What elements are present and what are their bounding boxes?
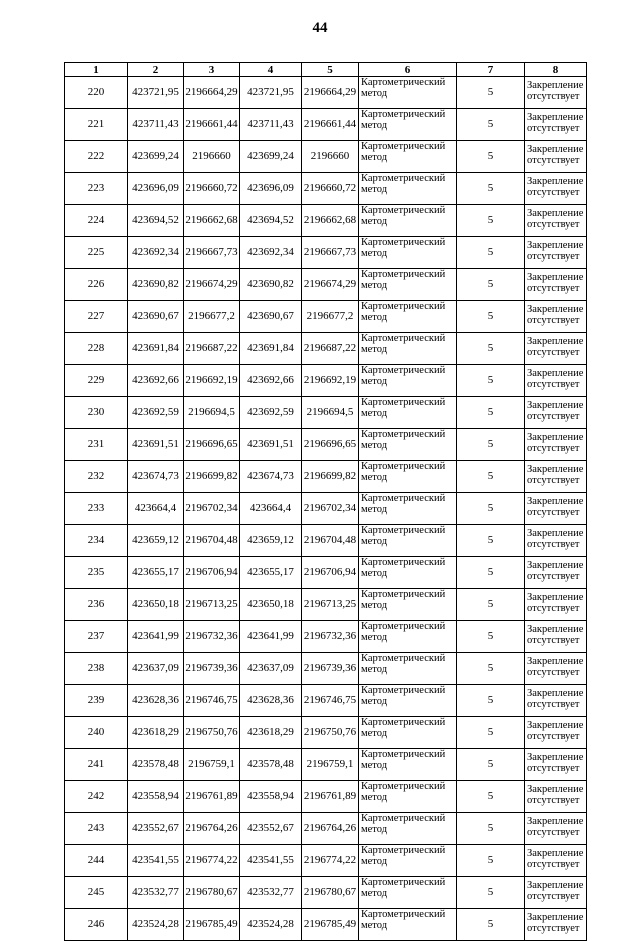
- point-number-cell: 242: [65, 781, 128, 813]
- x-coordinate-cell: 423690,67: [128, 301, 184, 333]
- accuracy-cell: 5: [457, 301, 525, 333]
- point-number-cell: 222: [65, 141, 128, 173]
- accuracy-cell: 5: [457, 77, 525, 109]
- x-coordinate-repeat-cell: 423637,09: [240, 653, 302, 685]
- y-coordinate-repeat-cell: 2196662,68: [302, 205, 359, 237]
- x-coordinate-repeat-cell: 423664,4: [240, 493, 302, 525]
- x-coordinate-repeat-cell: 423699,24: [240, 141, 302, 173]
- x-coordinate-cell: 423552,67: [128, 813, 184, 845]
- accuracy-cell: 5: [457, 877, 525, 909]
- table-row: [65, 429, 587, 461]
- accuracy-cell: 5: [457, 653, 525, 685]
- column-header: 8: [525, 63, 587, 77]
- x-coordinate-cell: 423524,28: [128, 909, 184, 941]
- x-coordinate-cell: 423558,94: [128, 781, 184, 813]
- table-row: [65, 77, 587, 109]
- x-coordinate-cell: 423532,77: [128, 877, 184, 909]
- page-number: 44: [312, 20, 328, 36]
- accuracy-cell: 5: [457, 557, 525, 589]
- y-coordinate-cell: 2196704,48: [184, 525, 240, 557]
- status-cell: Закрепление отсутствует: [525, 461, 587, 493]
- status-cell: Закрепление отсутствует: [525, 525, 587, 557]
- method-cell: Картометрический метод: [359, 461, 457, 493]
- y-coordinate-cell: 2196706,94: [184, 557, 240, 589]
- point-number-cell: 226: [65, 269, 128, 301]
- y-coordinate-cell: 2196662,68: [184, 205, 240, 237]
- x-coordinate-repeat-cell: 423674,73: [240, 461, 302, 493]
- point-number-cell: 230: [65, 397, 128, 429]
- y-coordinate-cell: 2196702,34: [184, 493, 240, 525]
- y-coordinate-cell: 2196764,26: [184, 813, 240, 845]
- accuracy-cell: 5: [457, 845, 525, 877]
- y-coordinate-repeat-cell: 2196660: [302, 141, 359, 173]
- y-coordinate-cell: 2196660: [184, 141, 240, 173]
- method-cell: Картометрический метод: [359, 237, 457, 269]
- x-coordinate-repeat-cell: 423655,17: [240, 557, 302, 589]
- column-header: 4: [240, 63, 302, 77]
- x-coordinate-repeat-cell: 423552,67: [240, 813, 302, 845]
- x-coordinate-repeat-cell: 423711,43: [240, 109, 302, 141]
- status-cell: Закрепление отсутствует: [525, 109, 587, 141]
- method-cell: Картометрический метод: [359, 589, 457, 621]
- method-cell: Картометрический метод: [359, 429, 457, 461]
- y-coordinate-repeat-cell: 2196759,1: [302, 749, 359, 781]
- accuracy-cell: 5: [457, 109, 525, 141]
- table-row: [65, 397, 587, 429]
- table-row: [65, 301, 587, 333]
- table-row: [65, 621, 587, 653]
- table-row: [65, 461, 587, 493]
- x-coordinate-repeat-cell: 423696,09: [240, 173, 302, 205]
- x-coordinate-repeat-cell: 423578,48: [240, 749, 302, 781]
- status-cell: Закрепление отсутствует: [525, 205, 587, 237]
- x-coordinate-cell: 423578,48: [128, 749, 184, 781]
- status-cell: Закрепление отсутствует: [525, 685, 587, 717]
- method-cell: Картометрический метод: [359, 109, 457, 141]
- method-cell: Картометрический метод: [359, 77, 457, 109]
- x-coordinate-repeat-cell: 423690,67: [240, 301, 302, 333]
- x-coordinate-cell: 423637,09: [128, 653, 184, 685]
- x-coordinate-cell: 423628,36: [128, 685, 184, 717]
- method-cell: Картометрический метод: [359, 301, 457, 333]
- status-cell: Закрепление отсутствует: [525, 813, 587, 845]
- x-coordinate-cell: 423691,51: [128, 429, 184, 461]
- table-row: [65, 525, 587, 557]
- method-cell: Картометрический метод: [359, 141, 457, 173]
- y-coordinate-repeat-cell: 2196692,19: [302, 365, 359, 397]
- method-cell: Картометрический метод: [359, 909, 457, 941]
- table-row: [65, 877, 587, 909]
- y-coordinate-cell: 2196667,73: [184, 237, 240, 269]
- method-cell: Картометрический метод: [359, 877, 457, 909]
- status-cell: Закрепление отсутствует: [525, 301, 587, 333]
- x-coordinate-repeat-cell: 423690,82: [240, 269, 302, 301]
- y-coordinate-cell: 2196732,36: [184, 621, 240, 653]
- table-row: [65, 205, 587, 237]
- y-coordinate-repeat-cell: 2196780,67: [302, 877, 359, 909]
- y-coordinate-cell: 2196674,29: [184, 269, 240, 301]
- method-cell: Картометрический метод: [359, 621, 457, 653]
- x-coordinate-cell: 423721,95: [128, 77, 184, 109]
- accuracy-cell: 5: [457, 717, 525, 749]
- status-cell: Закрепление отсутствует: [525, 557, 587, 589]
- point-number-cell: 235: [65, 557, 128, 589]
- point-number-cell: 237: [65, 621, 128, 653]
- table-row: [65, 781, 587, 813]
- x-coordinate-repeat-cell: 423721,95: [240, 77, 302, 109]
- status-cell: Закрепление отсутствует: [525, 589, 587, 621]
- accuracy-cell: 5: [457, 749, 525, 781]
- x-coordinate-repeat-cell: 423650,18: [240, 589, 302, 621]
- table-row: [65, 589, 587, 621]
- x-coordinate-repeat-cell: 423641,99: [240, 621, 302, 653]
- y-coordinate-repeat-cell: 2196699,82: [302, 461, 359, 493]
- accuracy-cell: 5: [457, 525, 525, 557]
- accuracy-cell: 5: [457, 461, 525, 493]
- x-coordinate-cell: 423699,24: [128, 141, 184, 173]
- method-cell: Картометрический метод: [359, 653, 457, 685]
- table-row: [65, 749, 587, 781]
- y-coordinate-repeat-cell: 2196694,5: [302, 397, 359, 429]
- accuracy-cell: 5: [457, 493, 525, 525]
- method-cell: Картометрический метод: [359, 557, 457, 589]
- accuracy-cell: 5: [457, 141, 525, 173]
- x-coordinate-repeat-cell: 423691,84: [240, 333, 302, 365]
- y-coordinate-repeat-cell: 2196739,36: [302, 653, 359, 685]
- point-number-cell: 239: [65, 685, 128, 717]
- table-row: [65, 237, 587, 269]
- x-coordinate-cell: 423690,82: [128, 269, 184, 301]
- table-row: [65, 493, 587, 525]
- y-coordinate-cell: 2196687,22: [184, 333, 240, 365]
- accuracy-cell: 5: [457, 365, 525, 397]
- point-number-cell: 220: [65, 77, 128, 109]
- method-cell: Картометрический метод: [359, 173, 457, 205]
- point-number-cell: 229: [65, 365, 128, 397]
- y-coordinate-repeat-cell: 2196746,75: [302, 685, 359, 717]
- table-row: [65, 269, 587, 301]
- status-cell: Закрепление отсутствует: [525, 717, 587, 749]
- accuracy-cell: 5: [457, 685, 525, 717]
- y-coordinate-repeat-cell: 2196750,76: [302, 717, 359, 749]
- y-coordinate-repeat-cell: 2196687,22: [302, 333, 359, 365]
- x-coordinate-cell: 423694,52: [128, 205, 184, 237]
- point-number-cell: 243: [65, 813, 128, 845]
- point-number-cell: 233: [65, 493, 128, 525]
- accuracy-cell: 5: [457, 237, 525, 269]
- x-coordinate-repeat-cell: 423628,36: [240, 685, 302, 717]
- x-coordinate-repeat-cell: 423694,52: [240, 205, 302, 237]
- status-cell: Закрепление отсутствует: [525, 621, 587, 653]
- header-row: [65, 63, 587, 77]
- x-coordinate-cell: 423711,43: [128, 109, 184, 141]
- table-row: [65, 813, 587, 845]
- x-coordinate-repeat-cell: 423659,12: [240, 525, 302, 557]
- point-number-cell: 234: [65, 525, 128, 557]
- y-coordinate-repeat-cell: 2196664,29: [302, 77, 359, 109]
- table-row: [65, 909, 587, 941]
- x-coordinate-cell: 423674,73: [128, 461, 184, 493]
- y-coordinate-repeat-cell: 2196785,49: [302, 909, 359, 941]
- status-cell: Закрепление отсутствует: [525, 333, 587, 365]
- point-number-cell: 246: [65, 909, 128, 941]
- y-coordinate-repeat-cell: 2196696,65: [302, 429, 359, 461]
- column-header: 2: [128, 63, 184, 77]
- y-coordinate-cell: 2196696,65: [184, 429, 240, 461]
- column-header: 7: [457, 63, 525, 77]
- y-coordinate-repeat-cell: 2196713,25: [302, 589, 359, 621]
- table-row: [65, 685, 587, 717]
- y-coordinate-cell: 2196739,36: [184, 653, 240, 685]
- point-number-cell: 241: [65, 749, 128, 781]
- status-cell: Закрепление отсутствует: [525, 749, 587, 781]
- status-cell: Закрепление отсутствует: [525, 781, 587, 813]
- accuracy-cell: 5: [457, 621, 525, 653]
- y-coordinate-repeat-cell: 2196667,73: [302, 237, 359, 269]
- point-number-cell: 224: [65, 205, 128, 237]
- status-cell: Закрепление отсутствует: [525, 653, 587, 685]
- accuracy-cell: 5: [457, 173, 525, 205]
- y-coordinate-cell: 2196759,1: [184, 749, 240, 781]
- x-coordinate-repeat-cell: 423558,94: [240, 781, 302, 813]
- y-coordinate-cell: 2196780,67: [184, 877, 240, 909]
- method-cell: Картометрический метод: [359, 781, 457, 813]
- point-number-cell: 225: [65, 237, 128, 269]
- status-cell: Закрепление отсутствует: [525, 877, 587, 909]
- method-cell: Картометрический метод: [359, 493, 457, 525]
- y-coordinate-repeat-cell: 2196674,29: [302, 269, 359, 301]
- point-number-cell: 227: [65, 301, 128, 333]
- status-cell: Закрепление отсутствует: [525, 909, 587, 941]
- y-coordinate-cell: 2196660,72: [184, 173, 240, 205]
- column-header: 5: [302, 63, 359, 77]
- accuracy-cell: 5: [457, 813, 525, 845]
- coordinates-table: [64, 62, 587, 941]
- y-coordinate-cell: 2196694,5: [184, 397, 240, 429]
- point-number-cell: 228: [65, 333, 128, 365]
- x-coordinate-cell: 423618,29: [128, 717, 184, 749]
- accuracy-cell: 5: [457, 205, 525, 237]
- x-coordinate-cell: 423541,55: [128, 845, 184, 877]
- y-coordinate-repeat-cell: 2196732,36: [302, 621, 359, 653]
- y-coordinate-repeat-cell: 2196761,89: [302, 781, 359, 813]
- accuracy-cell: 5: [457, 333, 525, 365]
- table-row: [65, 141, 587, 173]
- x-coordinate-cell: 423696,09: [128, 173, 184, 205]
- x-coordinate-cell: 423641,99: [128, 621, 184, 653]
- status-cell: Закрепление отсутствует: [525, 141, 587, 173]
- y-coordinate-repeat-cell: 2196704,48: [302, 525, 359, 557]
- x-coordinate-repeat-cell: 423524,28: [240, 909, 302, 941]
- y-coordinate-cell: 2196746,75: [184, 685, 240, 717]
- y-coordinate-cell: 2196664,29: [184, 77, 240, 109]
- x-coordinate-repeat-cell: 423692,59: [240, 397, 302, 429]
- point-number-cell: 231: [65, 429, 128, 461]
- column-header: 1: [65, 63, 128, 77]
- point-number-cell: 240: [65, 717, 128, 749]
- y-coordinate-repeat-cell: 2196677,2: [302, 301, 359, 333]
- point-number-cell: 245: [65, 877, 128, 909]
- status-cell: Закрепление отсутствует: [525, 429, 587, 461]
- accuracy-cell: 5: [457, 781, 525, 813]
- status-cell: Закрепление отсутствует: [525, 269, 587, 301]
- x-coordinate-cell: 423692,59: [128, 397, 184, 429]
- y-coordinate-cell: 2196677,2: [184, 301, 240, 333]
- x-coordinate-cell: 423692,34: [128, 237, 184, 269]
- table-row: [65, 653, 587, 685]
- point-number-cell: 238: [65, 653, 128, 685]
- x-coordinate-cell: 423664,4: [128, 493, 184, 525]
- method-cell: Картометрический метод: [359, 365, 457, 397]
- method-cell: Картометрический метод: [359, 717, 457, 749]
- table-body: [65, 77, 587, 941]
- status-cell: Закрепление отсутствует: [525, 77, 587, 109]
- y-coordinate-repeat-cell: 2196702,34: [302, 493, 359, 525]
- table-row: [65, 365, 587, 397]
- table-row: [65, 557, 587, 589]
- status-cell: Закрепление отсутствует: [525, 365, 587, 397]
- y-coordinate-cell: 2196750,76: [184, 717, 240, 749]
- x-coordinate-cell: 423691,84: [128, 333, 184, 365]
- method-cell: Картометрический метод: [359, 813, 457, 845]
- x-coordinate-repeat-cell: 423691,51: [240, 429, 302, 461]
- y-coordinate-repeat-cell: 2196764,26: [302, 813, 359, 845]
- y-coordinate-repeat-cell: 2196661,44: [302, 109, 359, 141]
- status-cell: Закрепление отсутствует: [525, 237, 587, 269]
- x-coordinate-cell: 423655,17: [128, 557, 184, 589]
- column-header: 6: [359, 63, 457, 77]
- accuracy-cell: 5: [457, 269, 525, 301]
- method-cell: Картометрический метод: [359, 685, 457, 717]
- point-number-cell: 223: [65, 173, 128, 205]
- y-coordinate-cell: 2196774,22: [184, 845, 240, 877]
- y-coordinate-repeat-cell: 2196774,22: [302, 845, 359, 877]
- accuracy-cell: 5: [457, 429, 525, 461]
- y-coordinate-cell: 2196761,89: [184, 781, 240, 813]
- x-coordinate-cell: 423692,66: [128, 365, 184, 397]
- y-coordinate-cell: 2196713,25: [184, 589, 240, 621]
- column-header: 3: [184, 63, 240, 77]
- table-row: [65, 173, 587, 205]
- accuracy-cell: 5: [457, 589, 525, 621]
- status-cell: Закрепление отсутствует: [525, 493, 587, 525]
- method-cell: Картометрический метод: [359, 333, 457, 365]
- y-coordinate-cell: 2196692,19: [184, 365, 240, 397]
- accuracy-cell: 5: [457, 397, 525, 429]
- method-cell: Картометрический метод: [359, 269, 457, 301]
- x-coordinate-repeat-cell: 423618,29: [240, 717, 302, 749]
- x-coordinate-repeat-cell: 423692,34: [240, 237, 302, 269]
- status-cell: Закрепление отсутствует: [525, 845, 587, 877]
- y-coordinate-cell: 2196785,49: [184, 909, 240, 941]
- y-coordinate-cell: 2196699,82: [184, 461, 240, 493]
- x-coordinate-repeat-cell: 423532,77: [240, 877, 302, 909]
- method-cell: Картометрический метод: [359, 749, 457, 781]
- table-row: [65, 717, 587, 749]
- table-row: [65, 333, 587, 365]
- status-cell: Закрепление отсутствует: [525, 173, 587, 205]
- x-coordinate-repeat-cell: 423541,55: [240, 845, 302, 877]
- status-cell: Закрепление отсутствует: [525, 397, 587, 429]
- point-number-cell: 232: [65, 461, 128, 493]
- x-coordinate-cell: 423659,12: [128, 525, 184, 557]
- y-coordinate-repeat-cell: 2196706,94: [302, 557, 359, 589]
- method-cell: Картометрический метод: [359, 205, 457, 237]
- y-coordinate-cell: 2196661,44: [184, 109, 240, 141]
- table-row: [65, 109, 587, 141]
- method-cell: Картометрический метод: [359, 845, 457, 877]
- x-coordinate-repeat-cell: 423692,66: [240, 365, 302, 397]
- point-number-cell: 221: [65, 109, 128, 141]
- point-number-cell: 244: [65, 845, 128, 877]
- table-row: [65, 845, 587, 877]
- accuracy-cell: 5: [457, 909, 525, 941]
- x-coordinate-cell: 423650,18: [128, 589, 184, 621]
- point-number-cell: 236: [65, 589, 128, 621]
- method-cell: Картометрический метод: [359, 525, 457, 557]
- y-coordinate-repeat-cell: 2196660,72: [302, 173, 359, 205]
- method-cell: Картометрический метод: [359, 397, 457, 429]
